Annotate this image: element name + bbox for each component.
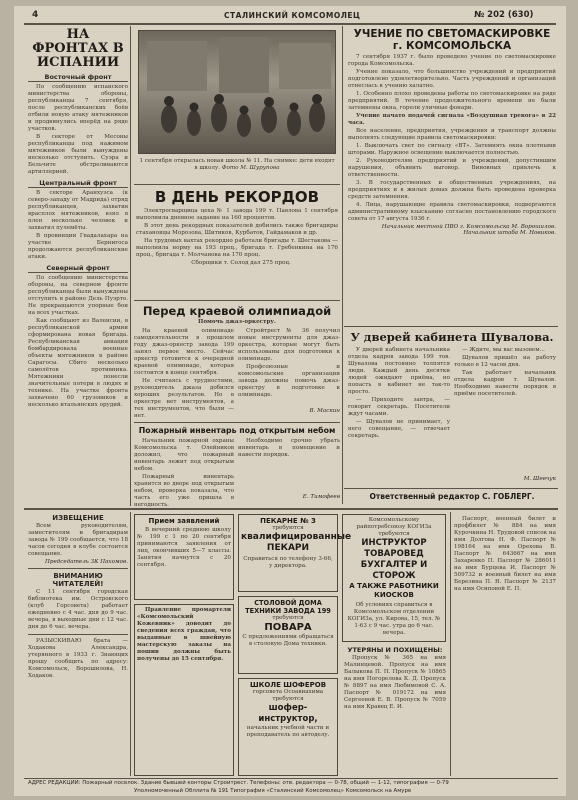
newspaper-page [14, 6, 566, 796]
spain-section [28, 28, 128, 504]
issue-number: № 202 (630) [474, 10, 534, 20]
shuvalov-section [348, 330, 556, 486]
ad4-text: С предложениями обращаться в столовую Дома техники. [242, 634, 334, 647]
blackout-sign-2: Начальник штаба М. Новиков. [463, 230, 556, 236]
lost-documents-2 [454, 516, 556, 776]
blackout-signal-line: Учение начато подачей сигнала «Воздушная тревога» в 22 часа. [348, 113, 556, 126]
school-photo [138, 30, 336, 154]
ad6-text: Об условиях справиться в Комсомольском отделении КОГИЗа, ул. Кирова, 15, тел. № 1-63 с 9 час. утра до 6 час. вечера. [347, 602, 441, 636]
shuvalov-text-3: — Шувалов не принимает, у него совещание, — отвечает секретарь. [348, 419, 450, 439]
olympiad-text-4: Профсоюзные и комсомольские организации завода должны помочь джаз-оркестру в подготовке к олимпиаде. [238, 364, 340, 398]
olympiad-text-3: Стройтрест № 36 получил новые инструменты для джаз-оркестра, которые могут быть использованы для подготовки к олимпиаде. [238, 328, 340, 362]
north-front-text: По сообщению министерства обороны, на северном фронте республиканцы были вынуждены отступить в районе Дель Пуэрто. Не прекращаются упорные бои на всех участках. [28, 275, 128, 316]
olympiad-sign: В. Маскин [309, 408, 340, 414]
records-section [136, 188, 338, 298]
attention-title: ВНИМАНИЮ ЧИТАТЕЛЕЙ! [52, 572, 104, 588]
photo-caption [138, 158, 336, 180]
ad2-title: ПЕКАРНЕ № 3 [260, 517, 316, 525]
ad5-text: начальник учебной части и преподаватель по автоделу. [246, 725, 330, 738]
ad4-main: ПОВАРА [264, 622, 312, 633]
olympiad-lead: Помочь джаз-оркестру. [198, 319, 276, 325]
blackout-text-1: 7 сентября 1937 г. было проведено учение по светомаскировке города Комсомольска. [348, 54, 556, 67]
ad2-main: квалифицированные ПЕКАРИ [241, 532, 352, 553]
records-headline: В ДЕНЬ РЕКОРДОВ [154, 188, 320, 206]
olympiad-text-1: На краевой олимпиаде самодеятельности в прошлом году джаз-оркестр завода 199 занял первое место. Сейчас оркестр готовится к очередной краевой олимпиаде, которая состоится в конце сентября. [134, 328, 234, 376]
shuvalov-text-2: — Приходите завтра, — говорит секретарь. Посетители ждут часами. [348, 397, 450, 417]
ad5-title: ШКОЛЕ ШОФЕРОВ [249, 681, 327, 689]
blackout-headline-2: г. КОМСОМОЛЬСКА [392, 40, 512, 52]
lost-relative-text: РАЗЫСКИВАЮ брата — Ходакова Александра, утерянного в 1933 г. Знающих прошу сообщить по адресу: Комсомольск, Ворошилова, Н. Ходаков. [28, 638, 128, 679]
blackout-text-4: Все население, предприятия, учреждения и транспорт должны выполнять следующие правила светомаскировки: [348, 128, 556, 141]
ad2-sub: требуются [272, 525, 304, 531]
photo-caption-text: 1 сентября открылась новая школа № 11. На снимке: дети входят в школу. [139, 158, 335, 171]
fire-section [134, 426, 340, 506]
newspaper-title: СТАЛИНСКИЙ КОМСОМОЛЕЦ [224, 11, 361, 20]
photo-illustration [139, 31, 337, 155]
shuvalov-text-4: — Ждите, мы вас вызовем... [462, 347, 545, 353]
olympiad-headline: Перед краевой олимпиадой [142, 304, 332, 318]
north-front-title: Северный фронт [28, 264, 128, 273]
ad6-title: ИНСТРУКТОР ТОВАРОВЕД БУХГАЛТЕР И СТОРОЖ [360, 538, 428, 581]
ad5-sub: горсовета Осоавиахима требуются [252, 689, 324, 702]
olympiad-text-2: Не считаясь с трудностями, руководитель джаза добился хороших результатов. Но в оркестре нет инструментов, а тех инструментов, что были — нет. [134, 378, 234, 419]
ad-leather-artel [134, 604, 234, 776]
ad4-title: СТОЛОВОЙ ДОМА ТЕХНИКИ ЗАВОДА 199 [245, 599, 331, 615]
fire-text-3: Необходимо срочно убрать инвентарь в помещение и навести порядок. [238, 438, 340, 458]
fire-sign: Е. Тимофеев [302, 494, 340, 500]
ad-kogiz-jobs [342, 514, 446, 642]
spain-headline: НА ФРОНТАХ В ИСПАНИИ [32, 27, 124, 70]
shuvalov-headline: У дверей кабинета Шувалова. [350, 330, 554, 344]
central-front-text: В секторе Аранхуэса (к северо-западу от Мадрида) отряд республиканцев, захватив врасплох мятежников, взял в плен несколько человек и захватил пулемёты. [28, 190, 128, 231]
ad6-main: А ТАКЖЕ РАБОТНИКИ КИОСКОВ [349, 582, 439, 599]
lost-list: Пропуск № 365 на имя Малинцевой. Пропуск на имя Балыкова П. П. Пропуск № 10865 на имя Погорелова К. Д. Пропуск № 8897 на имя Любимовой С. А. Паспорт № 019172 на имя Сергеевой Е. В. Пропуск № 7059 на имя Кравец Е. И. [344, 655, 446, 710]
responsible-editor: Ответственный редактор С. ГОБЛЕРГ. [369, 492, 535, 501]
records-text-4: Сборщики т. Солод дал 275 проц. [191, 260, 291, 266]
records-text-2: В этот день рекордных показателей добились также бригадиры стахановцы Морозова, Шитиков, Курбатов, Гайдамаков и др. [136, 223, 338, 236]
east-front-title: Восточный фронт [28, 73, 128, 82]
blackout-text-8: 4. Лица, нарушающие правила светомаскировки, подвергаются административному взысканию согласно постановлению городского совета от 17 августа 1936 г. [348, 202, 556, 222]
ad-school-enrollment [134, 514, 234, 600]
central-front-title: Центральный фронт [28, 179, 128, 188]
blackout-text-6: 2. Руководителям предприятий и учреждений, допустившим нарушения, объявить выговор. Виновных привлечь к ответственности. [348, 158, 556, 178]
page-number: 4 [32, 10, 39, 20]
blackout-text-3: 1. Особенно плохо проведены работы по светомаскировке на ряде предприятий. В течение продолжительного времени не были затемнены окна, горели уличные фонари. [348, 91, 556, 111]
blackout-text-2: Учение показало, что большинство учреждений и предприятий подготовлено удовлетворительно. Часть учреждений и организаций отнеслась к учению халатно. [348, 69, 556, 89]
records-text-3: На трудовых вахтах рекордно работали бригады т. Шестакова — выполнила норму на 193 проц., бригада т. Гребенкина на 176 проц., бригада т. Молчанова на 170 проц. [136, 238, 338, 258]
notice-text: Всем руководителям, заместителям и бригадирам завода № 199 сообщается, что 18 часов сегодня в клубе состоится совещание. [28, 523, 128, 557]
blackout-sign-1: Начальник местной ПВО г. Комсомольска М. Ворошилов. [381, 224, 556, 230]
shuvalov-text-5: Шувалов пришёл на работу только в 12 часов дня. [454, 355, 556, 368]
notice-title: ИЗВЕЩЕНИЕ [52, 514, 104, 522]
notice-sign: Председатель ЗК Пахомов. [44, 559, 128, 565]
ad-driving-school [238, 678, 338, 776]
footer-printer: Уполномоченный Обллита № 191 Типография «Сталинский Комсомолец» Комсомольск на Амуре [134, 788, 412, 794]
ad-canteen-cooks [238, 596, 338, 674]
lost-title: УТЕРЯНЫ И ПОХИЩЕНЫ: [347, 646, 443, 654]
blackout-headline-1: УЧЕНИЕ ПО СВЕТОМАСКИРОВКЕ [353, 28, 551, 40]
ad6-pre: Комсомольскому райпотребсоюзу КОГИЗа требуются [356, 517, 432, 537]
footer-address: АДРЕС РЕДАКЦИИ: Пожарный поселок. Здание бывшей конторы Строитрест. Телефоны: отв. редактора — 0-78, общий — 1-12, типография — 0-79 [28, 780, 449, 786]
records-text-1: Электросварщица цеха № 1 завода 199 т. Павлова 1 сентября выполнила дневное задание на 160 процентов. [136, 208, 338, 221]
olympiad-section [134, 304, 340, 420]
masthead [14, 10, 566, 22]
north-front-text-2: Как сообщают из Валенсии, в республиканской армии сформирована новая бригада. Республиканская авиация бомбардировала военные объекты мятежников в районе Сарагосы. Сбито несколько самолётов противника. Мятежники понесли значительные потери в людях и технике. На участке фронта захвачено 60 грузовиков и несколько итальянских орудий. [28, 318, 128, 408]
east-front-text-2: В секторе от Месоны республиканцы под нажимом мятежников были вынуждены несколько отступить. Суэра и Бельчите обстреливаются артиллерией. [28, 134, 128, 175]
fire-text-1: Начальник пожарной охраны Комсомольска т. Олейников доложил, что пожарный инвентарь лежит под открытым небом. [134, 438, 234, 472]
ad1-text: В вечерний среднюю школу № 199 с 1 по 20 сентября принимаются заявления от лиц, окончивших 5—7 классы. Занятия начнутся с 20 сентября. [137, 527, 231, 568]
ad4-sub: требуются [272, 615, 304, 621]
ad1-title: Прием заявлений [148, 517, 220, 525]
east-front-text: По сообщению испанского министерства обороны, республиканцы 7 сентября, после республиканских боёв отбили новую атаку мятежников и продвинулись вперёд на ряде участков. [28, 84, 128, 132]
blackout-text-5: 1. Выключать свет по сигналу «ВТ». Затемнять окна плотными шторами. Наружное освещение выключается полностью. [348, 143, 556, 156]
lost-list-2: Паспорт, военный билет и профбилет № 884 на имя Курочкина Н. Трудовой список на имя Долгова Н. Ф. Паспорт № 198164 на имя Орехова В. Паспорт № 643667 на имя Захаренко П. Паспорт № 286011 на имя Бурцева И. Паспорт № 509732 и военный билет на имя Березина П. Я. Паспорт № 2137 на имя Осиповой Е. П. [454, 516, 556, 592]
blackout-text-7: 3. В государственных и общественных учреждениях, на предприятиях и в жилых домах должна быть проведена проверка средств затемнения. [348, 180, 556, 200]
fire-text-2: Пожарный инвентарь хранится во дворе под открытым небом, проверка показала, что часть его уже пришла в негодность. [134, 474, 234, 508]
shuvalov-text-6: Так работает начальник отдела кадров т. Шувалов. Необходимо навести порядок в приёме посетителей. [454, 370, 556, 397]
fire-headline: Пожарный инвентарь под открытым небом [138, 426, 336, 435]
photo-credit: Фото М. Шурупова [221, 165, 280, 171]
ad3-text: Правление промартели «Комсомольский Кожевник» доводит до сведения всех граждан, что выданные в швейную мастерскую заказы на пошив должны быть получены до 15 сентября. [137, 607, 231, 662]
blackout-section [348, 28, 556, 326]
ad5-main: шофер-инструктор, [258, 703, 318, 724]
attention-text: С 11 сентября городская библиотека им. Островского (клуб Горсовета) работает ежедневно с 4 час. дня до 9 час. вечера, в выходные дни с 12 час. дня до 6 час. вечера. [28, 589, 128, 630]
ad2-text: Справиться по телефону 3-66, у директора. [243, 556, 333, 569]
central-front-text-2: В провинции Гвадалахара на участке Бернигоса продолжаются республиканские атаки. [28, 233, 128, 260]
lost-documents-1 [344, 646, 446, 776]
shuvalov-text-1: У дверей кабинета начальника отдела кадров завода 199 тов. Шувалова постоянно толпятся люди. Каждый день десятки людей ожидают приёма, но попасть в кабинет не так-то просто. [348, 347, 450, 395]
ad-bakery [238, 514, 352, 592]
shuvalov-sign: М. Шевчук [523, 476, 556, 482]
notices-column [28, 514, 128, 776]
